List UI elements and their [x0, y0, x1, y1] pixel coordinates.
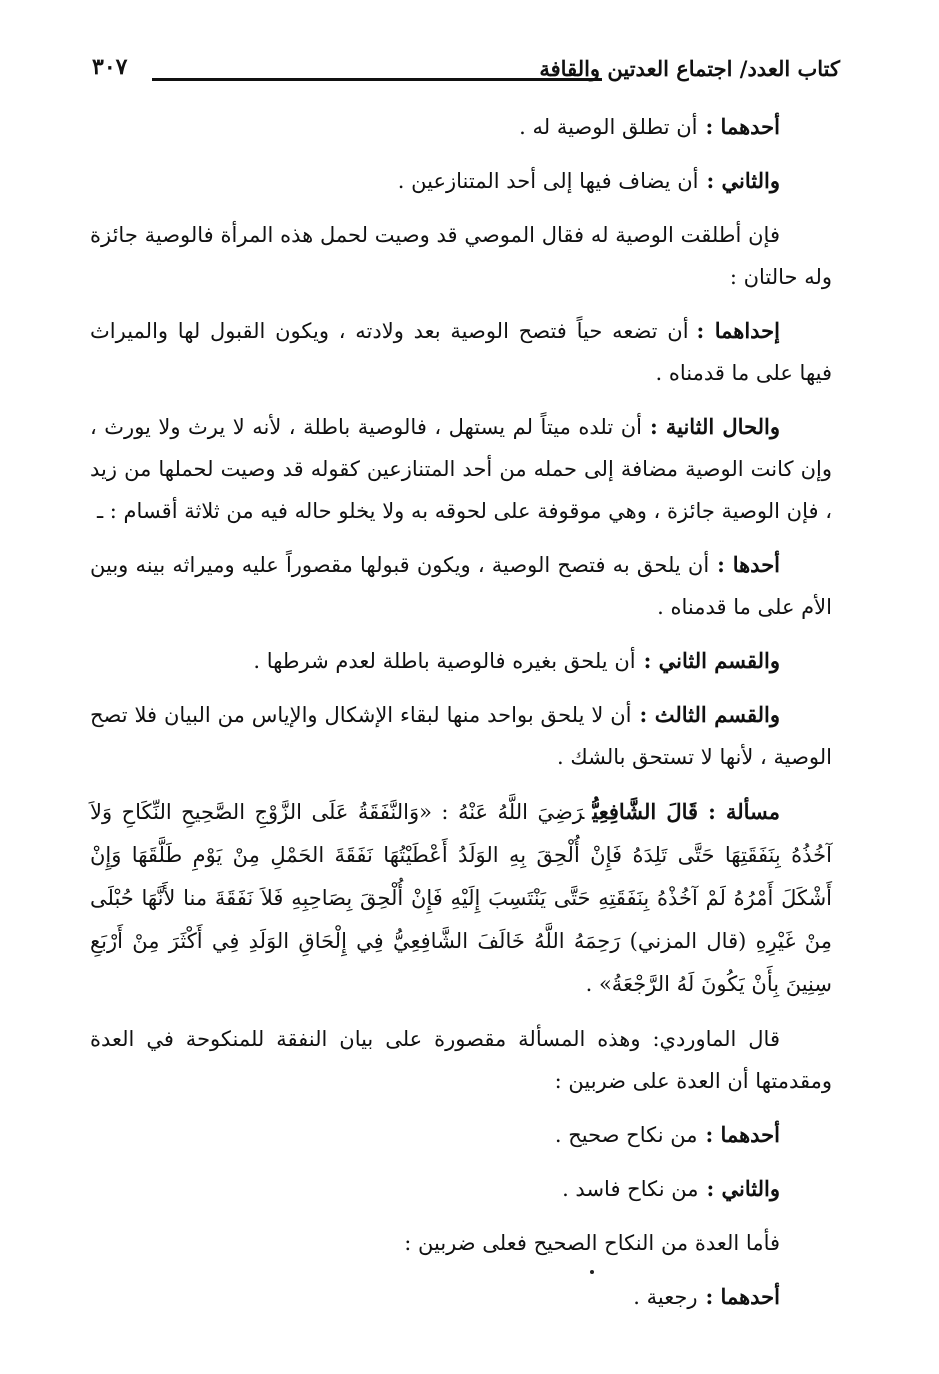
chapter-title: كتاب العدد/ اجتماع العدتين والقافة — [539, 56, 840, 81]
paragraph-lead: والقسم الثاني : — [643, 648, 780, 673]
running-header — [92, 52, 852, 92]
paragraph — [90, 106, 780, 148]
paragraph-lead: أحدهما : — [705, 1284, 780, 1309]
paragraph-lead: أحدها : — [717, 552, 781, 577]
paragraph-text: من نكاح فاسد . — [562, 1177, 699, 1201]
paragraph-lead: أحدهما : — [705, 1122, 780, 1147]
paragraph-lead: مسألة : قَالَ الشَّافِعِيُّ — [592, 799, 781, 824]
paragraph-text: أن تضعه حياً فتصح الوصية بعد ولادته ، ويكون القبول لها والميراث فيها على ما قدمناه . — [90, 319, 832, 385]
header-rule — [152, 78, 602, 81]
paragraph-lead: أحدهما : — [705, 114, 780, 139]
paragraph-text: أن تطلق الوصية له . — [519, 115, 698, 139]
paragraph — [90, 1276, 780, 1318]
paragraph-text: قال الماوردي: وهذه المسألة مقصورة على بيان النفقة للمنكوحة في العدة ومقدمتها أن العدة على ضربين : — [90, 1027, 832, 1093]
paragraph-lead: إحداهما : — [696, 318, 780, 343]
paragraph-text: أن يضاف فيها إلى أحد المتنازعين . — [397, 169, 699, 193]
page-body — [90, 106, 832, 1330]
paragraph-text: فأما العدة من النكاح الصحيح فعلى ضربين : — [404, 1231, 780, 1255]
page-number: ٣٠٧ — [92, 54, 128, 80]
paragraph-lead: والقسم الثالث : — [639, 702, 780, 727]
paragraph-lead: والثاني : — [706, 1176, 780, 1201]
paragraph-text: أن لا يلحق بواحد منها لبقاء الإشكال والإياس من البيان فلا تصح الوصية ، لأنها لا تستحق بالشك . — [90, 703, 832, 769]
masala-paragraph — [90, 790, 832, 1006]
paragraph — [90, 544, 832, 628]
paragraph-text: أن يلحق به فتصح الوصية ، ويكون قبولها مقصوراً عليه وميراثه بينه وبين الأم على ما قدمناه . — [90, 553, 832, 619]
paragraph — [90, 1222, 780, 1264]
paragraph — [90, 406, 832, 532]
paragraph-lead: والثاني : — [706, 168, 780, 193]
paragraph-text: رجعية . — [633, 1285, 698, 1309]
paragraph — [90, 310, 832, 394]
paragraph — [90, 160, 780, 202]
print-speck — [590, 1270, 594, 1274]
paragraph — [90, 694, 832, 778]
paragraph — [90, 1168, 780, 1210]
paragraph — [90, 640, 780, 682]
paragraph-text: رَضِيَ اللَّهُ عَنْهُ : «وَالنَّفَقَةُ عَلَى الزَّوْجِ الصَّحِيحِ النِّكَاحِ وَلاَ آخُذُهُ بِنَفَقَتِهَا حَتَّى تَلِدَهُ فَإِنْ أُلْحِقَ بِهِ الوَلَدُ أَعْطَيْتُهَا نَفَقَةَ الحَمْلِ مِنْ يَوْمِ طَلَّقَهَا وَإِنْ أَشْكَلَ أَمْرُهُ لَمْ آخُذْهُ بِنَفَقَتِهِ حَتَّى يَنْتَسِبَ إِلَيْهِ فَإِنْ أُلْحِقَ بِصَاحِبِهِ فَلاَ نَفَقَةَ منا لأَنَّهَا حُبْلَى مِنْ غَيْرِهِ (قال المزني) رَحِمَهُ اللَّهُ خَالَفَ الشَّافِعِيُّ فِي إِلْحَاقِ الوَلَدِ فِي أَكْثَرَ مِنْ أَرْبَعِ سِنِينَ بِأَنْ يَكُونَ لَهُ الرَّجْعَةُ» . — [90, 800, 832, 996]
paragraph-text: فإن أطلقت الوصية له فقال الموصي قد وصيت لحمل هذه المرأة فالوصية جائزة وله حالتان : — [90, 223, 832, 289]
paragraph-text: أن تلده ميتاً لم يستهل ، فالوصية باطلة ، لأنه لا يرث ولا يورث ، وإن كانت الوصية مضافة إلى حمله من أحد المتنازعين كقوله قد وصيت لحملها من زيد ، فإن الوصية جائزة ، وهي موقوفة على لحوقه به ولا يخلو حاله فيه من ثلاثة أقسام : ـ — [90, 415, 832, 523]
paragraph-text: من نكاح صحيح . — [554, 1123, 698, 1147]
paragraph — [90, 1018, 832, 1102]
paragraph — [90, 214, 832, 298]
paragraph — [90, 1114, 780, 1156]
paragraph-lead: والحال الثانية : — [649, 414, 780, 439]
paragraph-text: أن يلحق بغيره فالوصية باطلة لعدم شرطها . — [253, 649, 636, 673]
